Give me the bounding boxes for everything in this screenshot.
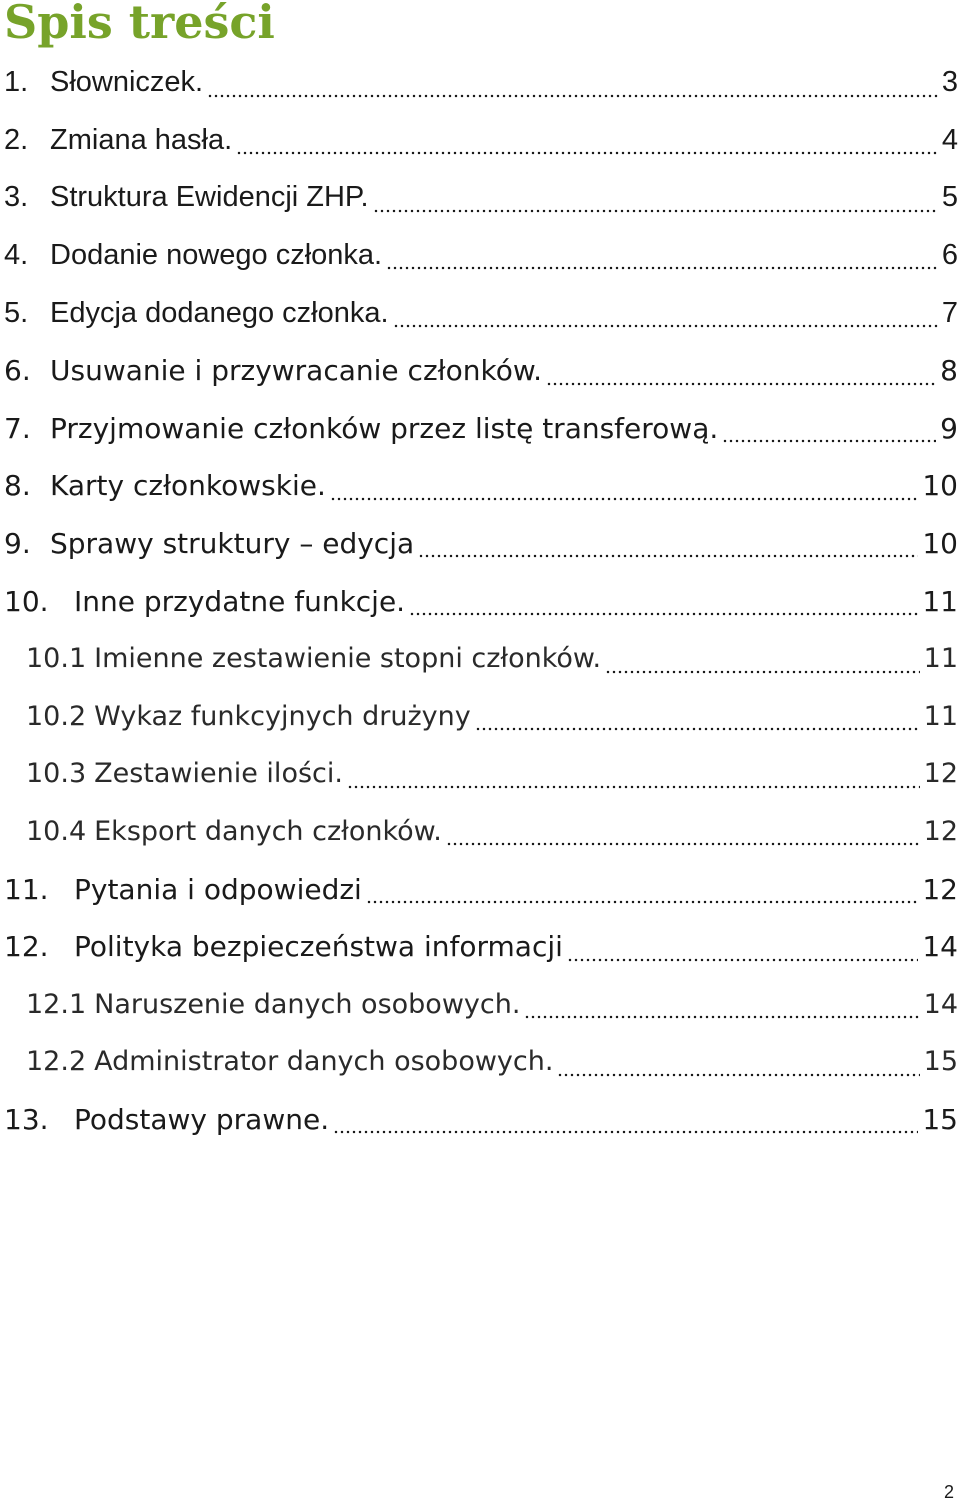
toc-entry-page: 14 <box>922 930 958 964</box>
toc-entry[interactable] <box>0 515 960 573</box>
toc-entry-page: 3 <box>941 66 958 99</box>
toc-entry-page: 11 <box>923 643 958 675</box>
toc-entry[interactable] <box>0 227 960 285</box>
toc-entry-number: 9. <box>4 527 31 561</box>
toc-entry-number: 10.2 <box>26 700 87 732</box>
toc-entry-title: Sprawy struktury – edycja <box>50 527 415 561</box>
toc-entry-page: 5 <box>941 181 958 214</box>
toc-entry-page: 15 <box>922 1102 958 1136</box>
toc-entry-page: 7 <box>941 296 958 329</box>
toc-entry[interactable] <box>0 400 960 458</box>
toc-entry-title: Wykaz funkcyjnych drużyny <box>94 700 471 732</box>
toc-entry-page: 4 <box>941 123 958 156</box>
toc-entry-title: Imienne zestawienie stopni członków. <box>94 643 602 675</box>
toc-entry[interactable] <box>0 860 960 918</box>
toc-entry-number: 11. <box>4 872 49 906</box>
toc-entry-title: Naruszenie danych osobowych. <box>94 988 521 1020</box>
toc-entry-title: Podstawy prawne. <box>74 1102 330 1136</box>
toc-entry-number: 8. <box>4 469 31 503</box>
toc-entry-number: 10. <box>4 584 49 618</box>
toc-entry-title: Karty członkowskie. <box>50 469 326 503</box>
toc-entry-title: Struktura Ewidencji ZHP. <box>50 181 369 214</box>
toc-entry-number: 4. <box>4 239 29 272</box>
toc-entry-number: 12.2 <box>26 1046 87 1078</box>
toc-entry-number: 12. <box>4 930 49 964</box>
toc-title: Spis treści <box>4 0 275 49</box>
dot-leader <box>409 610 918 616</box>
toc-entry-page: 11 <box>922 584 958 618</box>
toc-entry-number: 10.1 <box>26 643 87 675</box>
toc-entry-title: Usuwanie i przywracanie członków. <box>50 354 543 388</box>
toc-entry-title: Słowniczek. <box>50 66 204 99</box>
dot-leader <box>418 552 918 558</box>
toc-entry-title: Administrator danych osobowych. <box>94 1046 554 1078</box>
toc-entry-page: 12 <box>923 816 958 848</box>
dot-leader <box>333 1128 918 1134</box>
toc-entry-number: 10.3 <box>26 758 87 790</box>
toc-entry-page: 15 <box>923 1046 958 1078</box>
toc-entry-number: 5. <box>4 296 29 329</box>
toc-subentry[interactable] <box>0 1033 960 1091</box>
dot-leader <box>366 898 919 904</box>
dot-leader <box>330 495 918 501</box>
toc-entry-page: 8 <box>940 354 958 388</box>
toc-subentry[interactable] <box>0 688 960 746</box>
toc-entry-number: 1. <box>4 66 29 99</box>
toc-entry-title: Zestawienie ilości. <box>94 758 343 790</box>
toc-entry-title: Edycja dodanego członka. <box>50 296 389 329</box>
toc-entry-number: 7. <box>4 411 31 445</box>
toc-entry-page: 12 <box>922 872 958 906</box>
toc-entry[interactable] <box>0 54 960 112</box>
toc-list <box>0 54 960 1148</box>
dot-leader <box>524 1013 919 1019</box>
dot-leader <box>546 380 936 386</box>
toc-subentry[interactable] <box>0 745 960 803</box>
toc-subentry[interactable] <box>0 803 960 861</box>
toc-entry-page: 6 <box>941 239 958 272</box>
toc-entry-page: 12 <box>923 758 958 790</box>
toc-entry-page: 9 <box>940 411 958 445</box>
dot-leader <box>386 264 938 270</box>
toc-entry[interactable] <box>0 284 960 342</box>
toc-subentry[interactable] <box>0 630 960 688</box>
toc-entry-title: Eksport danych członków. <box>94 816 442 848</box>
dot-leader <box>446 840 920 846</box>
toc-entry-title: Przyjmowanie członków przez listę transferową. <box>50 411 719 445</box>
toc-entry[interactable] <box>0 572 960 630</box>
dot-leader <box>567 956 918 962</box>
toc-entry-title: Pytania i odpowiedzi <box>74 872 362 906</box>
dot-leader <box>236 149 938 155</box>
toc-entry-number: 13. <box>4 1102 49 1136</box>
toc-entry-number: 10.4 <box>26 816 87 848</box>
toc-entry[interactable] <box>0 918 960 976</box>
toc-entry-number: 12.1 <box>26 988 87 1020</box>
dot-leader <box>722 437 936 443</box>
toc-entry-page: 11 <box>923 700 958 732</box>
toc-entry-title: Zmiana hasła. <box>50 123 233 156</box>
toc-entry-number: 2. <box>4 123 29 156</box>
dot-leader <box>475 725 920 731</box>
dot-leader <box>373 207 938 213</box>
toc-entry[interactable] <box>0 1091 960 1149</box>
toc-entry[interactable] <box>0 342 960 400</box>
toc-entry-title: Polityka bezpieczeństwa informacji <box>74 930 563 964</box>
dot-leader <box>393 322 938 328</box>
toc-entry-page: 14 <box>923 988 958 1020</box>
toc-entry[interactable] <box>0 169 960 227</box>
toc-entry-title: Dodanie nowego członka. <box>50 239 383 272</box>
toc-entry[interactable] <box>0 457 960 515</box>
dot-leader <box>207 92 938 98</box>
dot-leader <box>605 668 920 674</box>
dot-leader <box>347 783 920 789</box>
toc-entry[interactable] <box>0 112 960 170</box>
toc-entry-page: 10 <box>922 527 958 561</box>
toc-entry-number: 3. <box>4 181 29 214</box>
toc-entry-title: Inne przydatne funkcje. <box>74 584 406 618</box>
dot-leader <box>557 1071 919 1077</box>
toc-entry-page: 10 <box>922 469 958 503</box>
toc-subentry[interactable] <box>0 976 960 1034</box>
page-number: 2 <box>943 1482 954 1502</box>
toc-entry-number: 6. <box>4 354 31 388</box>
